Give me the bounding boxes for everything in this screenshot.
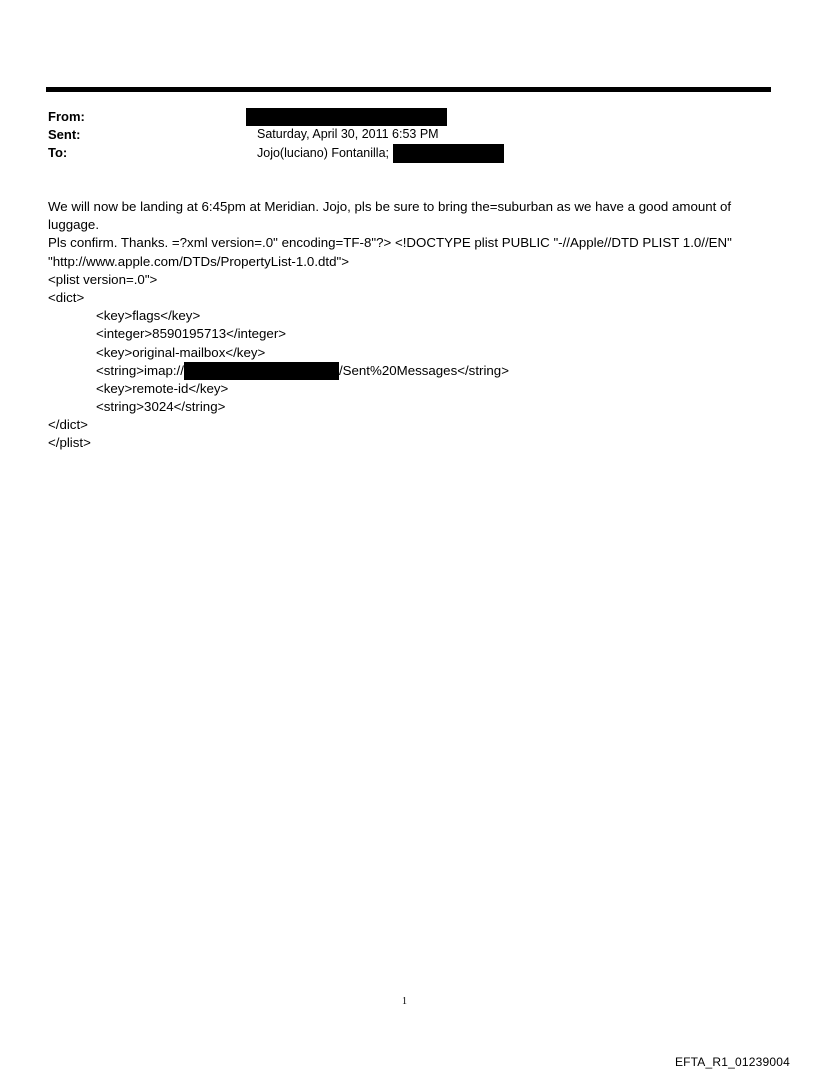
- redaction-block: [393, 144, 504, 163]
- body-line: <key>remote-id</key>: [96, 380, 229, 396]
- body-line-imap: [48, 362, 768, 380]
- to-value: [257, 144, 504, 163]
- from-value: [246, 108, 447, 126]
- body-line: </plist>: [48, 435, 91, 451]
- body-line: </dict>: [48, 417, 88, 433]
- redaction-block: [184, 362, 339, 380]
- body-line: <plist version=.0">: [48, 271, 158, 287]
- body-line: Pls confirm. Thanks. =?xml version=.0" encoding=TF-8"?> <!DOCTYPE plist PUBLIC "-//Apple//DTD PLIST 1.0//EN": [48, 235, 732, 251]
- imap-suffix: /Sent%20Messages</string>: [338, 362, 509, 378]
- to-row: [48, 144, 768, 161]
- from-row: [48, 108, 768, 125]
- message-body: [48, 198, 768, 453]
- to-recipient: Jojo(luciano) Fontanilla;: [257, 146, 390, 160]
- redaction-block: [246, 108, 447, 126]
- from-label: From:: [48, 109, 85, 124]
- body-line: <string>3024</string>: [96, 399, 226, 415]
- body-line: <key>flags</key>: [96, 308, 201, 324]
- sent-value: Saturday, April 30, 2011 6:53 PM: [257, 127, 439, 141]
- document-id: EFTA_R1_01239004: [674, 1055, 790, 1069]
- body-line: "http://www.apple.com/DTDs/PropertyList-1.0.dtd">: [48, 253, 349, 269]
- header-rule: [46, 87, 771, 92]
- body-line: <integer>8590195713</integer>: [96, 326, 287, 342]
- body-line: luggage.: [48, 217, 100, 233]
- body-line: We will now be landing at 6:45pm at Meridian. Jojo, pls be sure to bring the=suburban as we have a good amount of: [48, 199, 732, 214]
- to-label: To:: [48, 145, 68, 160]
- body-line: <key>original-mailbox</key>: [96, 344, 266, 360]
- sent-label: Sent:: [48, 127, 81, 142]
- imap-prefix: <string>imap://: [96, 362, 184, 378]
- page-number: 1: [402, 996, 407, 1007]
- body-line: <dict>: [48, 289, 85, 305]
- sent-row: [48, 126, 768, 143]
